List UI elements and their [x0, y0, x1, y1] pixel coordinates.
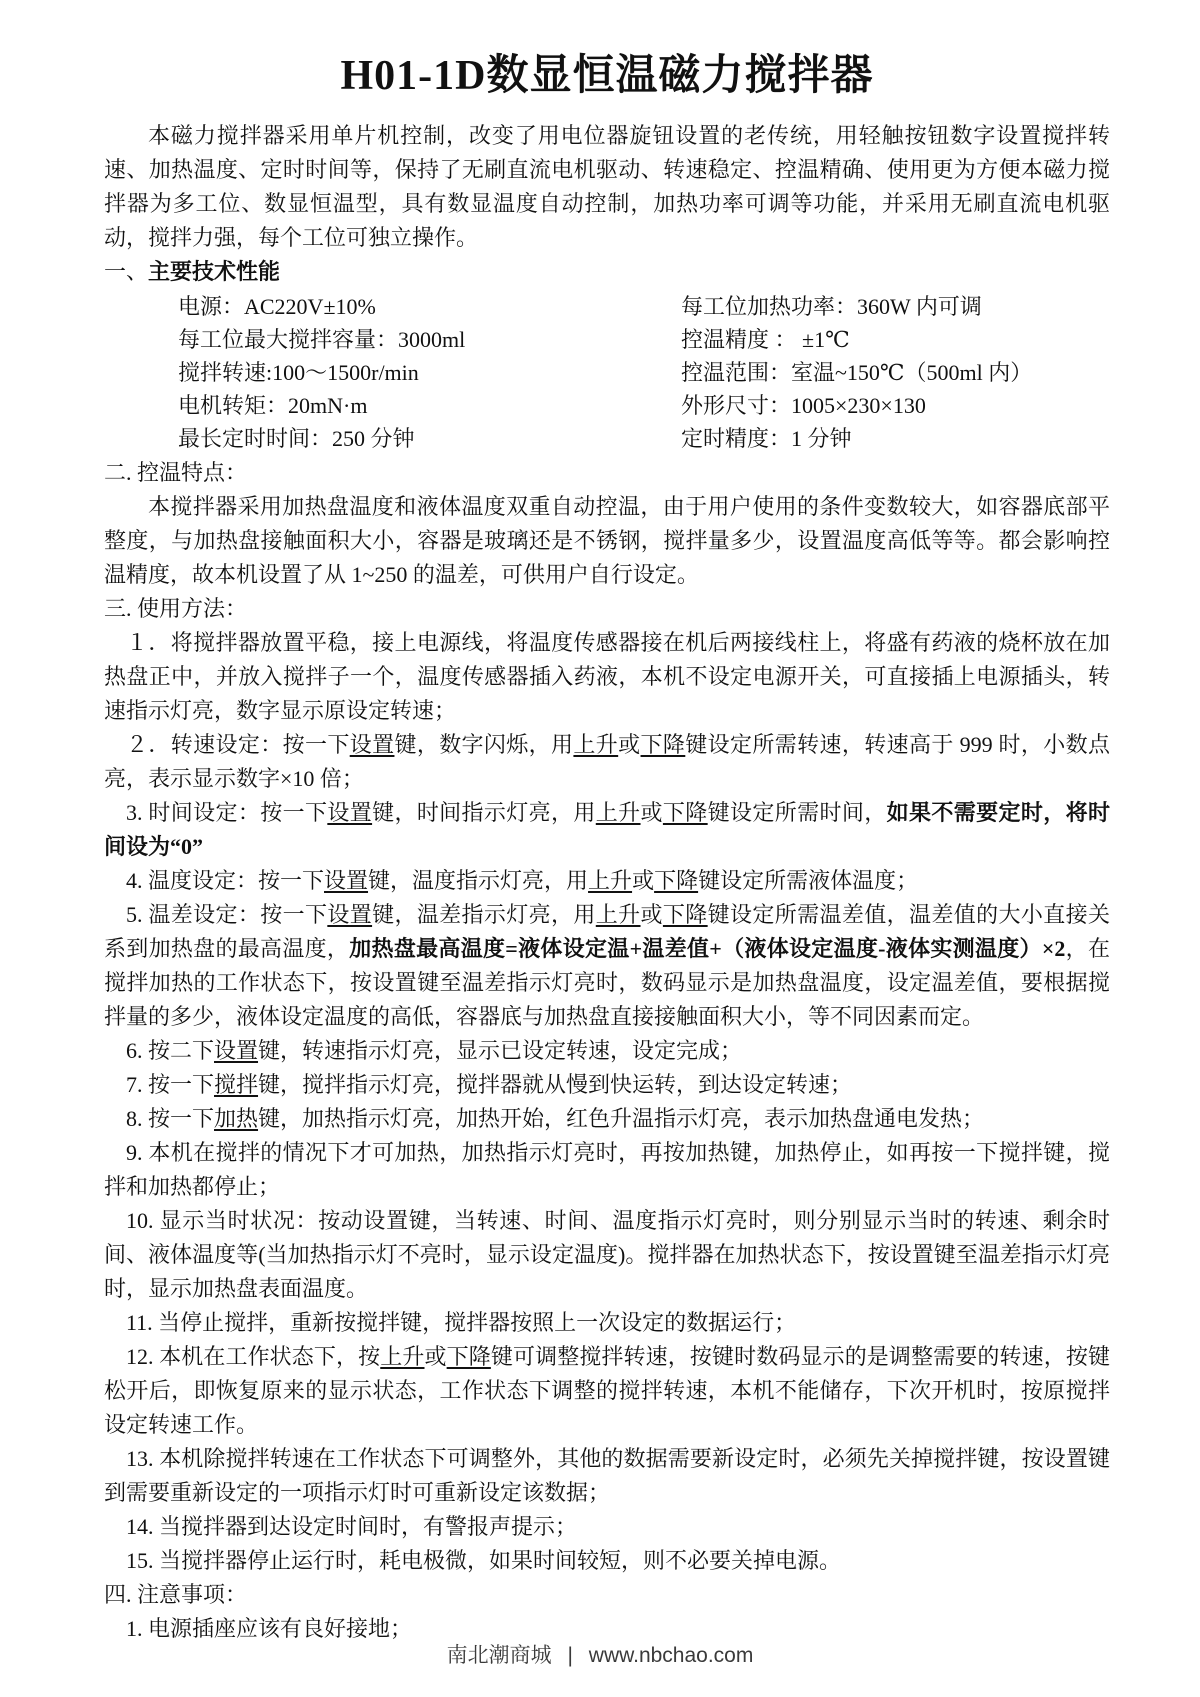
text-run: 本搅拌器采用加热盘温度和液体温度双重自动控温，由于用户使用的条件变数较大，如容器底部平整度，与加热盘接触面积大小，容器是玻璃还是不锈钢，搅拌量多少，设置温度高低等等。都会影响控温精度，故本机设置了从 1~250 的温差，可供用户自行设定。 — [104, 493, 1110, 587]
text-run: 搅拌 — [214, 1071, 259, 1097]
text-run: 7. 按一下 — [126, 1071, 215, 1097]
text-run: 下降 — [662, 799, 708, 825]
text-run: 上升 — [588, 867, 633, 893]
spec-row — [104, 356, 1110, 389]
section-heading — [104, 255, 1110, 289]
text-run: 键，转速指示灯亮，显示已设定转速，设定完成； — [258, 1037, 743, 1063]
text-run: 8. 按一下 — [126, 1105, 215, 1131]
paragraph — [104, 796, 1110, 864]
text-run: 14. 当搅拌器到达设定时间时，有警报声提示； — [126, 1513, 578, 1539]
paragraph — [104, 1204, 1110, 1306]
text-run: 键，搅拌指示灯亮，搅拌器就从慢到快运转，到达设定转速； — [258, 1071, 853, 1097]
text-run: 10. 显示当时状况：按动设置键，当转速、时间、温度指示灯亮时，则分别显示当时的转速、剩余时间、液体温度等(当加热指示灯不亮时，显示设定温度)。搅拌器在加热状态下，按设置键至温差指示灯亮时，显示加热盘表面温度。 — [104, 1207, 1110, 1301]
text-run: 4. 温度设定：按一下 — [126, 867, 325, 893]
text-run: 13. 本机除搅拌转速在工作状态下可调整外，其他的数据需要新设定时，必须先关掉搅拌键，按设置键到需要重新设定的一项指示灯时可重新设定该数据； — [104, 1445, 1110, 1505]
text-run: 上升 — [380, 1343, 425, 1369]
text-run: 设置 — [327, 901, 373, 927]
text-run: 本磁力搅拌器采用单片机控制，改变了用电位器旋钮设置的老传统，用轻触按钮数字设置搅拌转速、加热温度、定时时间等，保持了无刷直流电机驱动、转速稳定、控温精确、使用更为方便本磁力搅拌器为多工位、数显恒温型，具有数显温度自动控制，加热功率可调等功能，并采用无刷直流电机驱动，搅拌力强，每个工位可独立操作。 — [104, 122, 1110, 250]
text-run: 加热盘最高温度=液体设定温+温差值+（液体设定温度-液体实测温度）×2 — [349, 935, 1066, 961]
text-run: 设置 — [327, 799, 373, 825]
text-run: １．将搅拌器放置平稳，接上电源线，将温度传感器接在机后两接线柱上，将盛有药液的烧杯放在加热盘正中，并放入搅拌子一个，温度传感器插入药液，本机不设定电源开关，可直接插上电源插头，转速指示灯亮，数字显示原设定转速； — [104, 629, 1110, 723]
text-run: 加热 — [214, 1105, 259, 1131]
text-run: 主要技术性能 — [148, 258, 281, 284]
paragraph — [104, 626, 1110, 728]
text-run: 上升 — [595, 901, 641, 927]
paragraph — [104, 1510, 1110, 1544]
text-run: 如果不需要定时，将时间设为“0” — [104, 799, 1110, 859]
spec-cell: 每工位最大搅拌容量：3000ml — [178, 326, 466, 352]
paragraph — [104, 1068, 1110, 1102]
footer-url: www.nbchao.com — [588, 1644, 754, 1667]
spec-cell: 每工位加热功率：360W 内可调 — [681, 293, 982, 319]
paragraph — [104, 490, 1110, 592]
paragraph — [104, 1544, 1110, 1578]
text-run: 键，加热指示灯亮，加热开始，红色升温指示灯亮，表示加热盘通电发热； — [258, 1105, 985, 1131]
text-run: 二. 控温特点： — [104, 459, 248, 485]
text-run: 6. 按二下 — [126, 1037, 215, 1063]
text-run: 11. 当停止搅拌，重新按搅拌键，搅拌器按照上一次设定的数据运行； — [126, 1309, 797, 1335]
text-run: 或 — [640, 901, 663, 927]
text-run: 三. 使用方法： — [104, 595, 248, 621]
text-run: 下降 — [662, 901, 708, 927]
text-run: 键，温度指示灯亮，用 — [368, 867, 589, 893]
text-run: ，在搅拌加热的工作状态下，按设置键至温差指示灯亮时，数码显示是加热盘温度，设定温差值，要根据搅拌量的多少，液体设定温度的高低，容器底与加热盘直接接触面积大小，等不同因素而定。 — [104, 935, 1110, 1029]
text-run: 下降 — [446, 1343, 491, 1369]
text-run: 12. 本机在工作状态下，按 — [126, 1343, 381, 1369]
text-run: 上升 — [573, 731, 619, 757]
text-run: 上升 — [595, 799, 641, 825]
text-run: 键设定所需转速，转速高于 999 时，小数点亮，表示显示数字×10 倍； — [104, 731, 1110, 791]
text-run: 键设定所需温差值，温差值的大小直接关系到加热盘的最高温度， — [104, 901, 1110, 961]
text-run: 15. 当搅拌器停止运行时，耗电极微，如果时间较短，则不必要关掉电源。 — [126, 1547, 842, 1573]
text-run: 或 — [424, 1343, 447, 1369]
text-run: 3. 时间设定：按一下 — [126, 799, 328, 825]
paragraph — [104, 1102, 1110, 1136]
spec-row — [104, 323, 1110, 356]
text-run: 键，温差指示灯亮，用 — [372, 901, 596, 927]
paragraph — [104, 1340, 1110, 1442]
paragraph — [104, 728, 1110, 796]
footer-separator: | — [567, 1644, 573, 1667]
document-body — [104, 119, 1110, 1646]
text-run: 9. 本机在搅拌的情况下才可加热，加热指示灯亮时，再按加热键，加热停止，如再按一下搅拌键，搅拌和加热都停止； — [104, 1139, 1110, 1199]
paragraph — [104, 864, 1110, 898]
text-run: 设置 — [324, 867, 369, 893]
spec-cell: 外形尺寸：1005×230×130 — [681, 392, 926, 418]
spec-row — [104, 290, 1110, 323]
paragraph — [104, 1442, 1110, 1510]
spec-cell: 控温精度 ： ±1℃ — [681, 326, 850, 352]
spec-cell: 控温范围：室温~150℃（500ml 内） — [681, 359, 1033, 385]
text-run: ２．转速设定：按一下 — [126, 731, 350, 757]
paragraph — [104, 1306, 1110, 1340]
text-run: 下降 — [654, 867, 699, 893]
spec-row — [104, 422, 1110, 455]
spec-cell: 搅拌转速:100～1500r/min — [178, 359, 419, 385]
text-run: 或 — [632, 867, 655, 893]
text-run: 键可调整搅拌转速，按键时数码显示的是调整需要的转速，按键松开后，即恢复原来的显示状态，工作状态下调整的搅拌转速，本机不能储存，下次开机时，按原搅拌设定转速工作。 — [104, 1343, 1110, 1437]
text-run: 键，数字闪烁，用 — [394, 731, 574, 757]
page-footer — [0, 1639, 1200, 1673]
text-run: 下降 — [640, 731, 686, 757]
paragraph — [104, 1034, 1110, 1068]
section-heading — [104, 456, 1110, 490]
text-run: 键，时间指示灯亮，用 — [372, 799, 596, 825]
section-heading — [104, 592, 1110, 626]
spec-cell: 最长定时时间：250 分钟 — [178, 425, 415, 451]
text-run: 四. 注意事项： — [104, 1581, 248, 1607]
spec-row — [104, 389, 1110, 422]
paragraph — [104, 898, 1110, 1034]
text-run: 或 — [640, 799, 663, 825]
section-heading — [104, 1578, 1110, 1612]
paragraph — [104, 119, 1110, 255]
spec-cell: 电机转矩：20mN·m — [178, 392, 368, 418]
text-run: 设置 — [214, 1037, 259, 1063]
text-run: 一、 — [104, 258, 149, 284]
text-run: 1. 电源插座应该有良好接地； — [126, 1615, 413, 1641]
spec-cell: 电源：AC220V±10% — [178, 293, 376, 319]
text-run: 设置 — [349, 731, 395, 757]
footer-brand: 南北潮商城 — [446, 1644, 552, 1667]
spec-cell: 定时精度：1 分钟 — [681, 425, 852, 451]
document-title: H01-1D数显恒温磁力搅拌器 — [340, 53, 874, 99]
spec-table — [104, 290, 1110, 455]
text-run: 或 — [618, 731, 641, 757]
text-run: 键设定所需时间， — [707, 799, 887, 825]
paragraph — [104, 1136, 1110, 1204]
text-run: 键设定所需液体温度； — [698, 867, 919, 893]
text-run: 5. 温差设定：按一下 — [126, 901, 328, 927]
